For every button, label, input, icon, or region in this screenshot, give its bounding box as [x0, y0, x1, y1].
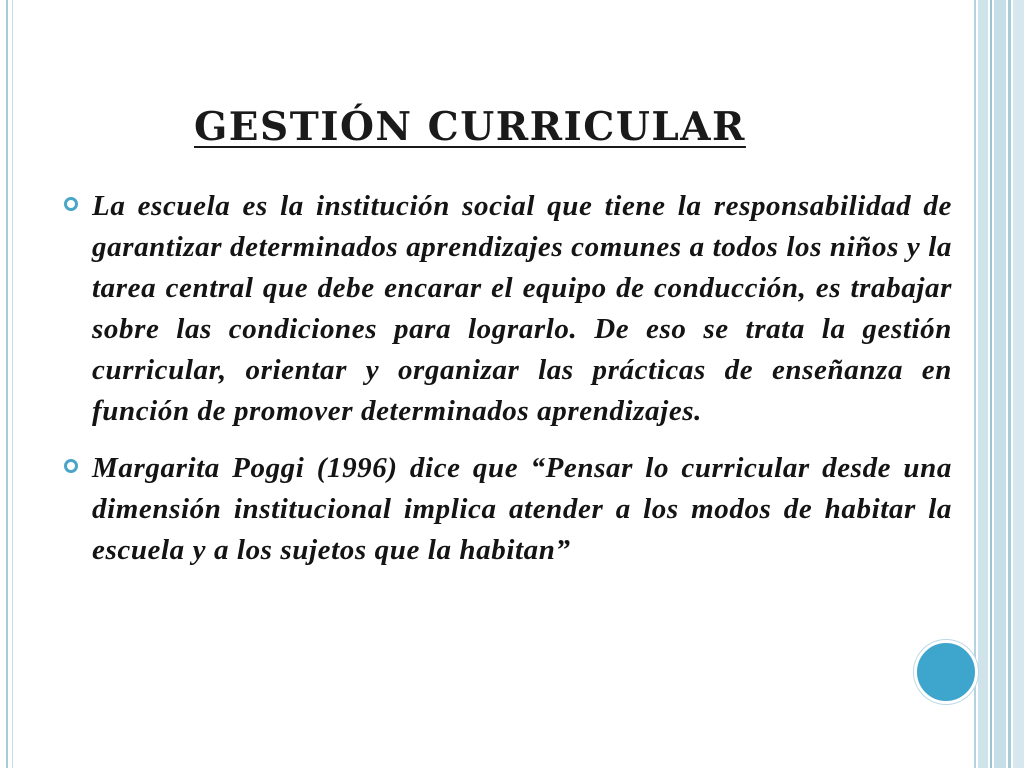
slide-title: GESTIÓN CURRICULAR	[194, 104, 746, 150]
right-decor-bar	[978, 0, 988, 768]
right-decor-bar	[990, 0, 992, 768]
right-decor-bar	[974, 0, 976, 768]
ring-bullet-icon	[64, 197, 78, 211]
right-decor-bar	[994, 0, 1006, 768]
bullet-item	[62, 448, 952, 571]
bullet-list	[62, 186, 952, 587]
bullet-text: La escuela es la institución social que tiene la responsabilidad de garantizar determinados aprendizajes comunes a todos los niños y la tarea central que debe encarar el equipo de conducción, es trabajar sobre las condiciones para lograrlo. De eso se trata la gestión curricular, orientar y organizar las prácticas de enseñanza en función de promover determinados aprendizajes.	[92, 190, 952, 427]
bullet-item	[62, 186, 952, 432]
left-frame-line	[6, 0, 8, 768]
ring-bullet-icon	[64, 459, 78, 473]
bullet-text: Margarita Poggi (1996) dice que “Pensar lo curricular desde una dimensión institucional implica atender a los modos de habitar la escuela y a los sujetos que la habitan”	[92, 452, 952, 566]
right-decor-bar	[1008, 0, 1011, 768]
right-decor-bar	[1013, 0, 1024, 768]
circle-accent-icon	[914, 640, 978, 704]
left-frame-inner-line	[12, 0, 13, 768]
